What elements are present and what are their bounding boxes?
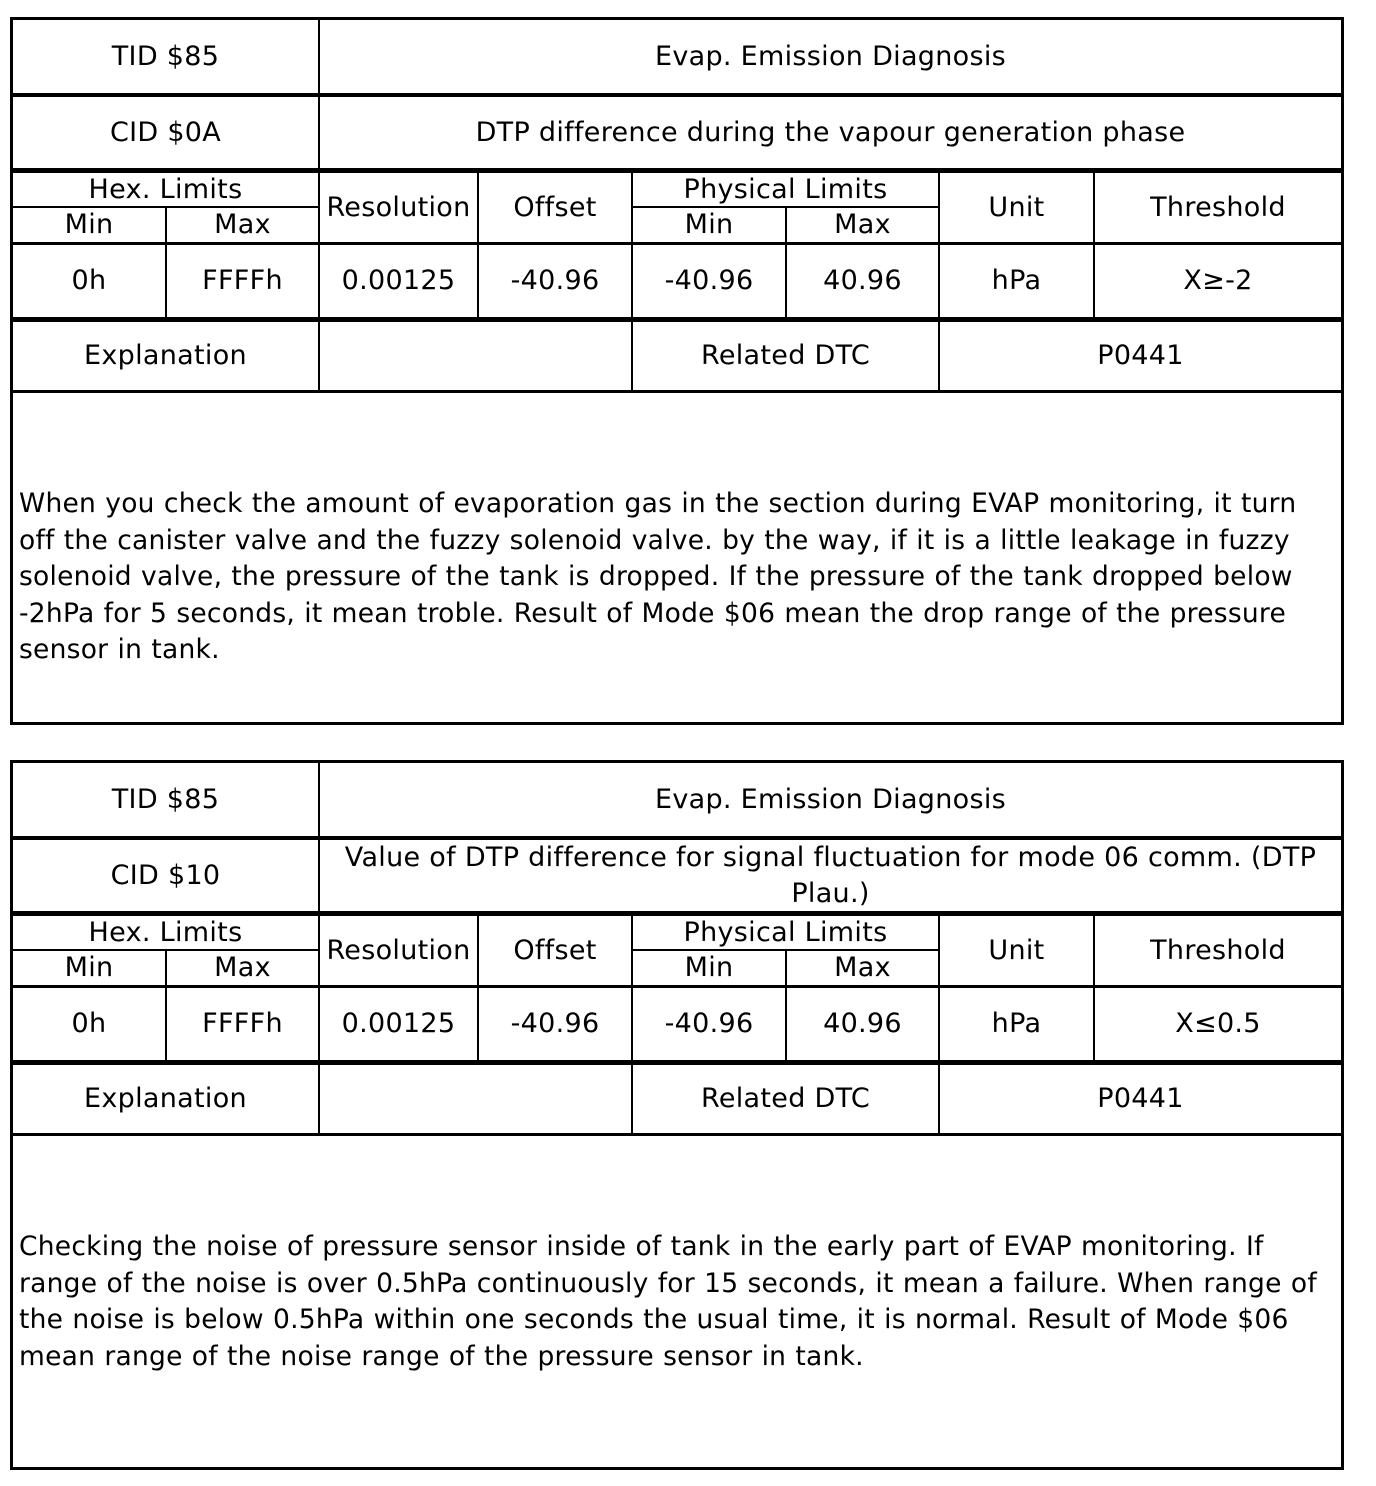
header-hex-min: Min <box>64 209 114 241</box>
header-threshold: Threshold <box>1150 934 1286 966</box>
header-phys-max: Max <box>834 952 891 984</box>
header-hex-max: Max <box>214 952 271 984</box>
cid-value: Value of DTP difference for signal fluctuation for mode 06 comm. (DTP Plau.) <box>344 841 1317 909</box>
value-phys-max: 40.96 <box>823 265 902 297</box>
related-dtc-label: Related DTC <box>701 340 870 372</box>
header-hex-max: Max <box>214 209 271 241</box>
value-offset: -40.96 <box>510 1008 600 1040</box>
value-hex-min: 0h <box>71 1008 107 1040</box>
header-threshold: Threshold <box>1150 191 1286 223</box>
value-offset: -40.96 <box>510 265 600 297</box>
explanation-text: When you check the amount of evaporation gas in the section during EVAP monitoring, it turn off the canister valve and the fuzzy solenoid valve. by the way, if it is a little leakage in fuzzy solenoid valve, the pressure of the tank is dropped. If the pressure of the tank dropped below -2hPa for 5 seconds, it mean troble. Result of Mode $06 mean the drop range of the pressure sensor in tank. <box>19 488 1297 666</box>
header-hex-limits: Hex. Limits <box>88 916 243 948</box>
cid-value: DTP difference during the vapour generation phase <box>475 116 1186 148</box>
tid-label: TID $85 <box>111 40 220 72</box>
header-offset: Offset <box>513 934 597 966</box>
value-phys-max: 40.96 <box>823 1008 902 1040</box>
value-unit: hPa <box>991 265 1042 297</box>
value-threshold: X≤0.5 <box>1175 1008 1261 1040</box>
related-dtc-label: Related DTC <box>701 1083 870 1115</box>
row-divider <box>13 1133 1341 1136</box>
mode06-table-tid85-cid0a <box>10 17 1344 725</box>
header-unit: Unit <box>988 934 1045 966</box>
related-dtc-value: P0441 <box>1097 1083 1184 1115</box>
cid-label: CID $0A <box>109 116 222 148</box>
header-phys-min: Min <box>684 209 734 241</box>
header-physical-limits: Physical Limits <box>683 173 888 205</box>
header-hex-min: Min <box>64 952 114 984</box>
explanation-text: Checking the noise of pressure sensor inside of tank in the early part of EVAP monitoring. If range of the noise is over 0.5hPa continuously for 15 seconds, it mean a failure. When range of the noise is below 0.5hPa within one seconds the usual time, it is normal. Result of Mode $06 mean range of the noise range of the pressure sensor in tank. <box>19 1231 1317 1372</box>
value-resolution: 0.00125 <box>341 1008 456 1040</box>
mode06-table-tid85-cid10 <box>10 760 1344 1470</box>
header-hex-limits: Hex. Limits <box>88 173 243 205</box>
value-phys-min: -40.96 <box>664 1008 754 1040</box>
header-physical-limits: Physical Limits <box>683 916 888 948</box>
value-threshold: X≥-2 <box>1183 265 1253 297</box>
value-resolution: 0.00125 <box>341 265 456 297</box>
value-hex-max: FFFFh <box>202 265 283 297</box>
header-resolution: Resolution <box>326 191 471 223</box>
cid-label: CID $10 <box>110 859 221 891</box>
tid-value: Evap. Emission Diagnosis <box>654 40 1007 72</box>
value-hex-min: 0h <box>71 265 107 297</box>
explanation-value <box>320 322 631 390</box>
explanation-value <box>320 1065 631 1133</box>
value-hex-max: FFFFh <box>202 1008 283 1040</box>
header-phys-min: Min <box>684 952 734 984</box>
related-dtc-value: P0441 <box>1097 340 1184 372</box>
explanation-label: Explanation <box>84 1083 247 1115</box>
tid-label: TID $85 <box>111 783 220 815</box>
value-phys-min: -40.96 <box>664 265 754 297</box>
header-unit: Unit <box>988 191 1045 223</box>
header-phys-max: Max <box>834 209 891 241</box>
tid-value: Evap. Emission Diagnosis <box>654 783 1007 815</box>
header-offset: Offset <box>513 191 597 223</box>
row-divider <box>13 390 1341 393</box>
value-unit: hPa <box>991 1008 1042 1040</box>
header-resolution: Resolution <box>326 934 471 966</box>
explanation-label: Explanation <box>84 340 247 372</box>
